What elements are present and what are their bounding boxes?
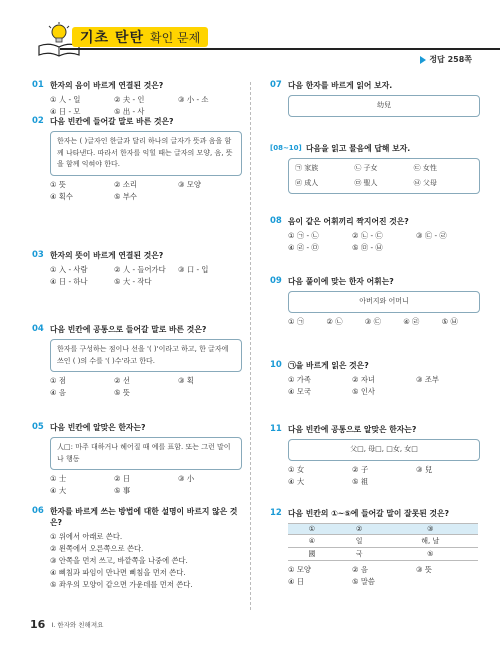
answer-option[interactable]: ⑤ 부수 xyxy=(114,191,137,201)
answer-option[interactable]: ③ ㉢ xyxy=(364,316,381,326)
answer-option[interactable]: ① 가족 xyxy=(288,375,311,384)
vocabulary-item: ㉢ 女性 xyxy=(413,164,437,172)
table-cell: 國 xyxy=(288,548,336,561)
answer-reference xyxy=(420,54,472,65)
answer-option[interactable]: ② 日 xyxy=(114,474,131,483)
answer-option[interactable]: ⑤ 事 xyxy=(114,486,131,495)
question-number: 01 xyxy=(32,80,44,90)
question-header xyxy=(32,506,242,528)
question-header xyxy=(32,116,242,127)
table-cell: ⑤ xyxy=(383,548,478,561)
question-header xyxy=(270,143,480,154)
question-number: 02 xyxy=(32,116,44,126)
question-number: 03 xyxy=(32,250,44,260)
question-header xyxy=(270,216,480,227)
answer-option[interactable]: ③ 뜻 xyxy=(416,565,432,574)
vocabulary-box xyxy=(288,158,480,194)
answer-option[interactable]: ④ ㉣ - ㉤ xyxy=(288,243,319,252)
answer-option[interactable]: ⑤ 祖 xyxy=(352,476,369,486)
question-07 xyxy=(270,80,480,117)
question-header xyxy=(270,360,480,371)
question-text: 다음 빈칸에 공통으로 알맞은 한자는? xyxy=(288,425,417,434)
question-01 xyxy=(32,80,242,117)
answer-option[interactable]: ③ 兒 xyxy=(416,464,433,474)
answer-option[interactable]: ④ 日 xyxy=(288,577,305,586)
vocabulary-item: ㉣ 成人 xyxy=(295,178,319,187)
answer-option[interactable]: ① 人 - 일 xyxy=(50,95,81,104)
question-03 xyxy=(32,250,242,287)
question-08 xyxy=(270,216,480,253)
question-passage-box: 人□: 마주 대하거나 헤어질 때 예를 표함. 또는 그런 말이나 행동 xyxy=(50,437,242,470)
question-passage-box: 한자는 ( )글자인 한글과 달리 하나의 글자가 뜻과 음을 함께 나타낸다. 따라서 한자를 익힐 때는 글자의 모양, 음, 뜻을 함께 익혀야 한다. xyxy=(50,131,242,176)
answer-option[interactable]: ③ 小 - 소 xyxy=(178,95,209,104)
answer-option[interactable]: ④ 日 - 모 xyxy=(50,107,81,116)
question-text: 한자의 뜻이 바르게 연결된 것은? xyxy=(50,251,164,260)
question-text: 다음 빈칸에 공통으로 들어갈 말로 바른 것은? xyxy=(50,325,207,334)
question-text: 음이 같은 어휘끼리 짝지어진 것은? xyxy=(288,217,409,226)
answer-option[interactable]: ① 女 xyxy=(288,464,305,474)
answer-option[interactable]: ① 모양 xyxy=(288,565,311,574)
question-number: 05 xyxy=(32,422,44,432)
vocabulary-item: ㉥ 父母 xyxy=(413,178,437,187)
question-number: 10 xyxy=(270,360,282,370)
answer-option[interactable]: ② ㉡ - ㉢ xyxy=(352,231,383,240)
table-cell: 국 xyxy=(336,548,383,561)
answer-option[interactable]: ③ 모양 xyxy=(178,179,201,189)
answer-option[interactable]: ④ 大 xyxy=(288,476,305,486)
answer-option[interactable]: ② 음 xyxy=(352,565,368,574)
title-pill xyxy=(72,27,208,47)
question-text: 다음 빈칸의 ①~⑤에 들어갈 말이 잘못된 것은? xyxy=(288,509,450,518)
table-row xyxy=(288,535,478,548)
answer-option[interactable]: ② 人 - 들어가다 xyxy=(114,265,166,274)
answer-option[interactable]: ② 夫 - 인 xyxy=(114,95,145,104)
question-header xyxy=(32,422,242,433)
question-0810 xyxy=(270,143,480,194)
vocabulary-item: ㉤ 聖人 xyxy=(354,178,378,187)
question-table xyxy=(288,523,478,561)
question-12 xyxy=(270,508,480,587)
question-number: 04 xyxy=(32,324,44,334)
vocabulary-item: ㉠ 家族 xyxy=(295,164,319,172)
question-text: 한자를 바르게 쓰는 방법에 대한 설명이 바르지 않은 것은? xyxy=(50,507,238,527)
question-text: 다음 풀이에 맞는 한자 어휘는? xyxy=(288,277,394,286)
answer-options xyxy=(50,180,242,202)
answer-options xyxy=(50,532,242,590)
answer-option[interactable]: ④ 모국 xyxy=(288,387,311,396)
answer-option[interactable]: ① ㉠ - ㉡ xyxy=(288,231,319,240)
answer-option[interactable]: ④ 삐침과 파임이 만나면 삐침을 먼저 쓴다. xyxy=(50,568,186,577)
table-cell: ② xyxy=(336,524,383,535)
answer-options xyxy=(50,95,242,117)
answer-option[interactable]: ④ ㉣ xyxy=(403,316,420,326)
answer-option[interactable]: ③ 口 - 입 xyxy=(178,265,209,274)
question-number: 07 xyxy=(270,80,282,90)
question-04 xyxy=(32,324,242,398)
answer-option[interactable]: ⑤ ㉤ - ㉥ xyxy=(352,243,383,252)
question-header xyxy=(270,424,480,435)
vocabulary-item: ㉡ 子女 xyxy=(354,164,378,172)
question-passage-box: 한자를 구성하는 점이나 선을 '( )'이라고 하고, 한 글자에 쓰인 ( )의 수를 '( )수'라고 한다. xyxy=(50,339,242,372)
answer-option[interactable]: ③ 조부 xyxy=(416,375,439,384)
header xyxy=(14,8,486,68)
question-11 xyxy=(270,424,480,487)
answer-option[interactable]: ① 入 - 사람 xyxy=(50,265,88,274)
question-passage-box: 父□, 母□, □女, 女□ xyxy=(288,439,480,461)
answer-option[interactable]: ② 자녀 xyxy=(352,375,375,384)
answer-options xyxy=(288,375,480,397)
answer-option[interactable]: ⑤ 出 - 사 xyxy=(114,107,145,116)
question-number: [08~10] xyxy=(270,144,302,152)
question-05 xyxy=(32,422,242,496)
footer xyxy=(30,618,103,631)
question-text: ㉠을 바르게 읽은 것은? xyxy=(288,361,369,370)
question-header xyxy=(270,276,480,287)
question-number: 06 xyxy=(32,506,44,516)
question-text: 한자의 음이 바르게 연결된 것은? xyxy=(50,81,164,90)
answer-option[interactable]: ① 뜻 xyxy=(50,179,66,189)
table-cell: ① xyxy=(288,524,336,535)
answer-option[interactable]: ⑤ 좌우의 모양이 같으면 가운데를 먼저 쓴다. xyxy=(50,580,193,589)
answer-option[interactable]: ④ 획수 xyxy=(50,191,73,201)
question-header xyxy=(270,508,480,519)
chapter-label: I. 한자와 친해져요 xyxy=(51,621,104,629)
answer-options xyxy=(288,565,480,587)
answer-option[interactable]: ⑤ ㉥ xyxy=(441,316,458,326)
table-row xyxy=(288,524,478,535)
question-02 xyxy=(32,116,242,202)
question-passage-box: 아버지와 어머니 xyxy=(288,291,480,313)
question-header xyxy=(32,80,242,91)
answer-option[interactable]: ② 선 xyxy=(114,376,130,385)
answer-options xyxy=(288,465,480,487)
answer-options xyxy=(50,376,242,398)
question-06 xyxy=(32,506,242,590)
page-number: 16 xyxy=(30,618,46,631)
question-header xyxy=(32,324,242,335)
answer-option[interactable]: ① 士 xyxy=(50,474,67,483)
answer-option[interactable]: ② 子 xyxy=(352,464,369,474)
answer-option[interactable]: ⑤ 말씀 xyxy=(352,577,375,586)
answer-option[interactable]: ① 점 xyxy=(50,376,66,385)
answer-option[interactable]: ② 왼쪽에서 오른쪽으로 쓴다. xyxy=(50,544,144,553)
question-number: 11 xyxy=(270,424,282,434)
question-number: 09 xyxy=(270,276,282,286)
question-header xyxy=(32,250,242,261)
question-number: 12 xyxy=(270,508,282,518)
answer-option[interactable]: ① 위에서 아래로 쓴다. xyxy=(50,532,123,541)
title-main: 기초 탄탄 xyxy=(80,30,144,46)
table-cell: 해, 날 xyxy=(383,535,478,548)
title-sub: 확인 문제 xyxy=(149,30,201,45)
answer-option[interactable]: ② ㉡ xyxy=(326,316,343,326)
answer-option[interactable]: ④ 日 - 하나 xyxy=(50,277,88,286)
question-text: 다음을 읽고 물음에 답해 보자. xyxy=(306,144,411,153)
question-number: 08 xyxy=(270,216,282,226)
answer-option[interactable]: ① ㉠ xyxy=(288,316,305,326)
answer-option[interactable]: ④ 음 xyxy=(50,388,66,397)
answer-option[interactable]: ⑤ 大 - 작다 xyxy=(114,277,152,286)
column-divider xyxy=(250,82,251,610)
answer-options xyxy=(288,231,480,253)
question-header xyxy=(270,80,480,91)
arrow-icon xyxy=(420,56,426,64)
answer-options xyxy=(50,265,242,287)
answer-option[interactable]: ⑤ 뜻 xyxy=(114,388,130,397)
answer-option[interactable]: ③ 안쪽을 먼저 쓰고, 바깥쪽을 나중에 쓴다. xyxy=(50,556,188,565)
table-cell: 일 xyxy=(336,535,383,548)
answer-options xyxy=(288,317,480,327)
question-passage-box: 幼兒 xyxy=(288,95,480,117)
question-09 xyxy=(270,276,480,327)
answer-option[interactable]: ③ 획 xyxy=(178,376,194,385)
question-text: 다음 빈칸에 들어갈 말로 바른 것은? xyxy=(50,117,174,126)
table-cell: ③ xyxy=(383,524,478,535)
answer-option[interactable]: ② 소리 xyxy=(114,179,137,189)
question-text: 다음 빈칸에 알맞은 한자는? xyxy=(50,423,146,432)
question-10 xyxy=(270,360,480,397)
title-rule xyxy=(60,48,500,50)
answer-reference-text: 정답 258쪽 xyxy=(429,55,472,64)
answer-option[interactable]: ③ 小 xyxy=(178,474,195,483)
table-row xyxy=(288,548,478,561)
answer-option[interactable]: ④ 大 xyxy=(50,486,67,495)
question-text: 다음 한자를 바르게 읽어 보자. xyxy=(288,81,393,90)
answer-option[interactable]: ③ ㉢ - ㉣ xyxy=(416,231,447,240)
answer-options xyxy=(50,474,242,496)
title-banner xyxy=(72,26,208,48)
answer-option[interactable]: ⑤ 인사 xyxy=(352,387,375,396)
table-cell: ④ xyxy=(288,535,336,548)
